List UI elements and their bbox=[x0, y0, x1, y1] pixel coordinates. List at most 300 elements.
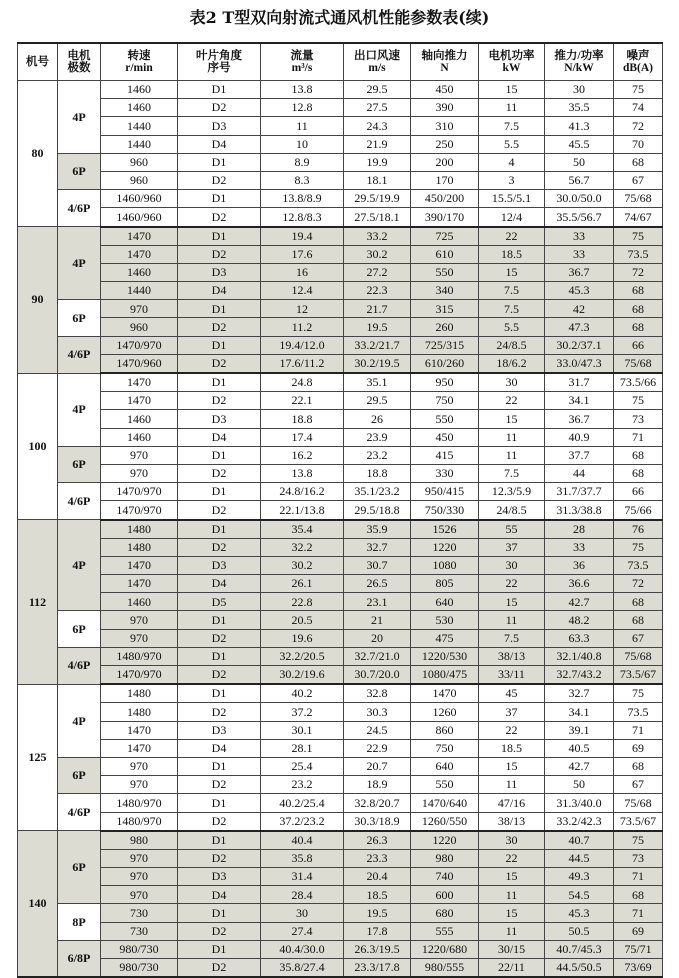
speed-cell: 1470 bbox=[101, 392, 178, 410]
table-row bbox=[18, 483, 663, 501]
flow-cell: 30.1 bbox=[261, 721, 344, 739]
noise-cell: 73.5 bbox=[614, 245, 663, 263]
header-row bbox=[18, 43, 663, 81]
speed-cell: 1480/970 bbox=[101, 794, 178, 812]
ratio-cell: 32.7/43.2 bbox=[545, 666, 614, 685]
noise-cell: 68 bbox=[614, 318, 663, 336]
ratio-cell: 32.1/40.8 bbox=[545, 647, 614, 665]
motor-poles-cell: 4/6P bbox=[58, 794, 101, 831]
velocity-cell: 22.3 bbox=[344, 282, 411, 300]
blade-angle-cell: D2 bbox=[178, 776, 261, 794]
ratio-cell: 63.3 bbox=[545, 629, 614, 647]
noise-cell: 73 bbox=[614, 410, 663, 428]
thrust-cell: 980 bbox=[411, 849, 479, 867]
blade-angle-cell: D3 bbox=[178, 263, 261, 281]
table-row bbox=[18, 392, 663, 410]
blade-angle-cell: D2 bbox=[178, 922, 261, 940]
thrust-cell: 1220/530 bbox=[411, 647, 479, 665]
motor-poles-cell: 4/6P bbox=[58, 190, 101, 227]
power-cell: 7.5 bbox=[479, 282, 545, 300]
noise-cell: 68 bbox=[614, 593, 663, 611]
blade-angle-cell: D1 bbox=[178, 831, 261, 850]
velocity-cell: 23.1 bbox=[344, 593, 411, 611]
table-row bbox=[18, 520, 663, 539]
velocity-cell: 23.9 bbox=[344, 428, 411, 446]
velocity-cell: 20.4 bbox=[344, 868, 411, 886]
ratio-cell: 31.7 bbox=[545, 373, 614, 392]
flow-cell: 23.2 bbox=[261, 776, 344, 794]
speed-cell: 1470 bbox=[101, 739, 178, 757]
flow-cell: 22.1/13.8 bbox=[261, 501, 344, 520]
ratio-cell: 54.5 bbox=[545, 886, 614, 904]
noise-cell: 68 bbox=[614, 757, 663, 775]
velocity-cell: 20 bbox=[344, 629, 411, 647]
blade-angle-cell: D1 bbox=[178, 483, 261, 501]
noise-cell: 68 bbox=[614, 153, 663, 171]
table-row bbox=[18, 171, 663, 189]
table-row bbox=[18, 739, 663, 757]
thrust-cell: 1470/640 bbox=[411, 794, 479, 812]
blade-angle-cell: D1 bbox=[178, 81, 261, 99]
table-row bbox=[18, 227, 663, 246]
thrust-cell: 450 bbox=[411, 81, 479, 99]
flow-cell: 12.8 bbox=[261, 99, 344, 117]
velocity-cell: 24.3 bbox=[344, 117, 411, 135]
thrust-cell: 750 bbox=[411, 392, 479, 410]
noise-cell: 75 bbox=[614, 831, 663, 850]
flow-cell: 16.2 bbox=[261, 446, 344, 464]
blade-angle-cell: D4 bbox=[178, 428, 261, 446]
blade-angle-cell: D2 bbox=[178, 812, 261, 831]
motor-poles-cell: 4/6P bbox=[58, 647, 101, 684]
ratio-cell: 40.5 bbox=[545, 739, 614, 757]
thrust-cell: 610/260 bbox=[411, 354, 479, 373]
flow-cell: 10 bbox=[261, 135, 344, 153]
header-noise: 噪声 dB(A) bbox=[614, 43, 663, 81]
flow-cell: 37.2 bbox=[261, 703, 344, 721]
velocity-cell: 21.9 bbox=[344, 135, 411, 153]
table-row bbox=[18, 190, 663, 208]
speed-cell: 1480/970 bbox=[101, 812, 178, 831]
noise-cell: 67 bbox=[614, 776, 663, 794]
velocity-cell: 21 bbox=[344, 611, 411, 629]
model-number-cell: 100 bbox=[18, 373, 58, 520]
flow-cell: 13.8 bbox=[261, 81, 344, 99]
flow-cell: 32.2/20.5 bbox=[261, 647, 344, 665]
ratio-cell: 30 bbox=[545, 81, 614, 99]
flow-cell: 8.9 bbox=[261, 153, 344, 171]
noise-cell: 76 bbox=[614, 520, 663, 539]
velocity-cell: 18.9 bbox=[344, 776, 411, 794]
thrust-cell: 330 bbox=[411, 464, 479, 482]
ratio-cell: 36.6 bbox=[545, 575, 614, 593]
power-cell: 15 bbox=[479, 757, 545, 775]
ratio-cell: 31.3/38.8 bbox=[545, 501, 614, 520]
motor-poles-cell: 6P bbox=[58, 300, 101, 336]
ratio-cell: 45.3 bbox=[545, 904, 614, 922]
table-row bbox=[18, 464, 663, 482]
noise-cell: 68 bbox=[614, 300, 663, 318]
noise-cell: 71 bbox=[614, 721, 663, 739]
header-motor-power: 电机功率 kW bbox=[479, 43, 545, 81]
power-cell: 24/8.5 bbox=[479, 336, 545, 354]
motor-poles-cell: 8P bbox=[58, 904, 101, 940]
ratio-cell: 34.1 bbox=[545, 703, 614, 721]
flow-cell: 13.8/8.9 bbox=[261, 190, 344, 208]
speed-cell: 1460 bbox=[101, 410, 178, 428]
thrust-cell: 250 bbox=[411, 135, 479, 153]
power-cell: 30 bbox=[479, 373, 545, 392]
noise-cell: 68 bbox=[614, 464, 663, 482]
flow-cell: 17.6/11.2 bbox=[261, 354, 344, 373]
speed-cell: 730 bbox=[101, 922, 178, 940]
power-cell: 15.5/5.1 bbox=[479, 190, 545, 208]
thrust-cell: 680 bbox=[411, 904, 479, 922]
noise-cell: 75/71 bbox=[614, 940, 663, 958]
power-cell: 30/15 bbox=[479, 940, 545, 958]
motor-poles-cell: 4P bbox=[58, 684, 101, 757]
power-cell: 4 bbox=[479, 153, 545, 171]
table-row bbox=[18, 354, 663, 373]
thrust-cell: 1526 bbox=[411, 520, 479, 539]
velocity-cell: 26.3/19.5 bbox=[344, 940, 411, 958]
velocity-cell: 26 bbox=[344, 410, 411, 428]
power-cell: 47/16 bbox=[479, 794, 545, 812]
power-cell: 30 bbox=[479, 556, 545, 574]
speed-cell: 970 bbox=[101, 446, 178, 464]
flow-cell: 35.8 bbox=[261, 849, 344, 867]
velocity-cell: 23.3 bbox=[344, 849, 411, 867]
table-row bbox=[18, 153, 663, 171]
thrust-cell: 260 bbox=[411, 318, 479, 336]
flow-cell: 35.8/27.4 bbox=[261, 959, 344, 978]
blade-angle-cell: D1 bbox=[178, 446, 261, 464]
blade-angle-cell: D1 bbox=[178, 757, 261, 775]
table-row bbox=[18, 757, 663, 775]
noise-cell: 73/69 bbox=[614, 959, 663, 978]
noise-cell: 70 bbox=[614, 135, 663, 153]
power-cell: 15 bbox=[479, 410, 545, 428]
flow-cell: 12 bbox=[261, 300, 344, 318]
ratio-cell: 42.7 bbox=[545, 757, 614, 775]
speed-cell: 970 bbox=[101, 868, 178, 886]
speed-cell: 970 bbox=[101, 629, 178, 647]
velocity-cell: 30.2/19.5 bbox=[344, 354, 411, 373]
table-row bbox=[18, 208, 663, 227]
thrust-cell: 1080/475 bbox=[411, 666, 479, 685]
motor-poles-cell: 4P bbox=[58, 520, 101, 611]
model-number-cell: 90 bbox=[18, 227, 58, 374]
velocity-cell: 35.1 bbox=[344, 373, 411, 392]
velocity-cell: 32.7/21.0 bbox=[344, 647, 411, 665]
velocity-cell: 30.7/20.0 bbox=[344, 666, 411, 685]
thrust-cell: 1220/680 bbox=[411, 940, 479, 958]
table-row bbox=[18, 135, 663, 153]
flow-cell: 16 bbox=[261, 263, 344, 281]
power-cell: 22 bbox=[479, 849, 545, 867]
power-cell: 11 bbox=[479, 922, 545, 940]
power-cell: 37 bbox=[479, 703, 545, 721]
header-thrust-per-power: 推力/功率 N/kW bbox=[545, 43, 614, 81]
blade-angle-cell: D1 bbox=[178, 190, 261, 208]
blade-angle-cell: D1 bbox=[178, 227, 261, 246]
speed-cell: 1470/970 bbox=[101, 483, 178, 501]
thrust-cell: 980/555 bbox=[411, 959, 479, 978]
table-row bbox=[18, 684, 663, 703]
thrust-cell: 550 bbox=[411, 410, 479, 428]
ratio-cell: 36.7 bbox=[545, 263, 614, 281]
speed-cell: 730 bbox=[101, 904, 178, 922]
speed-cell: 1460/960 bbox=[101, 190, 178, 208]
noise-cell: 71 bbox=[614, 904, 663, 922]
flow-cell: 24.8/16.2 bbox=[261, 483, 344, 501]
flow-cell: 13.8 bbox=[261, 464, 344, 482]
power-cell: 15 bbox=[479, 904, 545, 922]
ratio-cell: 41.3 bbox=[545, 117, 614, 135]
table-row bbox=[18, 721, 663, 739]
blade-angle-cell: D3 bbox=[178, 410, 261, 428]
power-cell: 12/4 bbox=[479, 208, 545, 227]
thrust-cell: 750/330 bbox=[411, 501, 479, 520]
table-row bbox=[18, 300, 663, 318]
blade-angle-cell: D1 bbox=[178, 794, 261, 812]
power-cell: 15 bbox=[479, 81, 545, 99]
flow-cell: 31.4 bbox=[261, 868, 344, 886]
blade-angle-cell: D2 bbox=[178, 501, 261, 520]
thrust-cell: 950 bbox=[411, 373, 479, 392]
blade-angle-cell: D1 bbox=[178, 904, 261, 922]
flow-cell: 35.4 bbox=[261, 520, 344, 539]
blade-angle-cell: D3 bbox=[178, 556, 261, 574]
power-cell: 22 bbox=[479, 392, 545, 410]
thrust-cell: 1470 bbox=[411, 684, 479, 703]
blade-angle-cell: D2 bbox=[178, 245, 261, 263]
thrust-cell: 170 bbox=[411, 171, 479, 189]
speed-cell: 1440 bbox=[101, 135, 178, 153]
ratio-cell: 44.5 bbox=[545, 849, 614, 867]
ratio-cell: 56.7 bbox=[545, 171, 614, 189]
ratio-cell: 48.2 bbox=[545, 611, 614, 629]
power-cell: 3 bbox=[479, 171, 545, 189]
power-cell: 7.5 bbox=[479, 117, 545, 135]
speed-cell: 980/730 bbox=[101, 940, 178, 958]
speed-cell: 1470 bbox=[101, 721, 178, 739]
ratio-cell: 33.0/47.3 bbox=[545, 354, 614, 373]
noise-cell: 75 bbox=[614, 81, 663, 99]
noise-cell: 68 bbox=[614, 611, 663, 629]
noise-cell: 68 bbox=[614, 282, 663, 300]
thrust-cell: 600 bbox=[411, 886, 479, 904]
speed-cell: 1460/960 bbox=[101, 208, 178, 227]
flow-cell: 40.4 bbox=[261, 831, 344, 850]
table-row bbox=[18, 373, 663, 392]
velocity-cell: 30.7 bbox=[344, 556, 411, 574]
velocity-cell: 27.5/18.1 bbox=[344, 208, 411, 227]
velocity-cell: 32.7 bbox=[344, 538, 411, 556]
ratio-cell: 45.3 bbox=[545, 282, 614, 300]
speed-cell: 1460 bbox=[101, 593, 178, 611]
speed-cell: 1470/970 bbox=[101, 336, 178, 354]
blade-angle-cell: D1 bbox=[178, 153, 261, 171]
noise-cell: 68 bbox=[614, 886, 663, 904]
power-cell: 11 bbox=[479, 886, 545, 904]
noise-cell: 71 bbox=[614, 428, 663, 446]
noise-cell: 73.5/67 bbox=[614, 812, 663, 831]
noise-cell: 74/67 bbox=[614, 208, 663, 227]
blade-angle-cell: D2 bbox=[178, 464, 261, 482]
velocity-cell: 35.1/23.2 bbox=[344, 483, 411, 501]
thrust-cell: 725/315 bbox=[411, 336, 479, 354]
speed-cell: 970 bbox=[101, 776, 178, 794]
blade-angle-cell: D4 bbox=[178, 739, 261, 757]
motor-poles-cell: 6/8P bbox=[58, 940, 101, 977]
power-cell: 7.5 bbox=[479, 629, 545, 647]
speed-cell: 1480 bbox=[101, 703, 178, 721]
ratio-cell: 34.1 bbox=[545, 392, 614, 410]
thrust-cell: 550 bbox=[411, 776, 479, 794]
velocity-cell: 32.8 bbox=[344, 684, 411, 703]
power-cell: 11 bbox=[479, 611, 545, 629]
blade-angle-cell: D1 bbox=[178, 611, 261, 629]
table-row bbox=[18, 904, 663, 922]
header-flow: 流量 m³/s bbox=[261, 43, 344, 81]
header-blade-angle: 叶片角度 序号 bbox=[178, 43, 261, 81]
power-cell: 11 bbox=[479, 99, 545, 117]
blade-angle-cell: D3 bbox=[178, 117, 261, 135]
noise-cell: 69 bbox=[614, 922, 663, 940]
table-row bbox=[18, 428, 663, 446]
speed-cell: 1480/970 bbox=[101, 647, 178, 665]
flow-cell: 40.2/25.4 bbox=[261, 794, 344, 812]
flow-cell: 25.4 bbox=[261, 757, 344, 775]
speed-cell: 960 bbox=[101, 153, 178, 171]
flow-cell: 11.2 bbox=[261, 318, 344, 336]
flow-cell: 27.4 bbox=[261, 922, 344, 940]
speed-cell: 970 bbox=[101, 464, 178, 482]
table-row bbox=[18, 959, 663, 978]
noise-cell: 73.5 bbox=[614, 703, 663, 721]
motor-poles-cell: 4P bbox=[58, 81, 101, 154]
ratio-cell: 33 bbox=[545, 227, 614, 246]
ratio-cell: 32.7 bbox=[545, 684, 614, 703]
speed-cell: 1460 bbox=[101, 81, 178, 99]
noise-cell: 66 bbox=[614, 483, 663, 501]
velocity-cell: 24.5 bbox=[344, 721, 411, 739]
power-cell: 5.5 bbox=[479, 135, 545, 153]
velocity-cell: 18.1 bbox=[344, 171, 411, 189]
table-row bbox=[18, 849, 663, 867]
motor-poles-cell: 6P bbox=[58, 446, 101, 482]
ratio-cell: 44.5/50.5 bbox=[545, 959, 614, 978]
noise-cell: 73.5 bbox=[614, 556, 663, 574]
velocity-cell: 29.5/19.9 bbox=[344, 190, 411, 208]
velocity-cell: 27.5 bbox=[344, 99, 411, 117]
power-cell: 11 bbox=[479, 776, 545, 794]
noise-cell: 72 bbox=[614, 263, 663, 281]
speed-cell: 970 bbox=[101, 300, 178, 318]
velocity-cell: 19.9 bbox=[344, 153, 411, 171]
motor-poles-cell: 6P bbox=[58, 831, 101, 904]
thrust-cell: 805 bbox=[411, 575, 479, 593]
table-row bbox=[18, 940, 663, 958]
blade-angle-cell: D2 bbox=[178, 849, 261, 867]
blade-angle-cell: D2 bbox=[178, 318, 261, 336]
speed-cell: 1470 bbox=[101, 227, 178, 246]
blade-angle-cell: D1 bbox=[178, 684, 261, 703]
ratio-cell: 33 bbox=[545, 538, 614, 556]
noise-cell: 75/68 bbox=[614, 794, 663, 812]
noise-cell: 75/68 bbox=[614, 354, 663, 373]
power-cell: 18.5 bbox=[479, 739, 545, 757]
power-cell: 22 bbox=[479, 227, 545, 246]
flow-cell: 20.5 bbox=[261, 611, 344, 629]
velocity-cell: 30.3 bbox=[344, 703, 411, 721]
power-cell: 15 bbox=[479, 263, 545, 281]
flow-cell: 22.1 bbox=[261, 392, 344, 410]
thrust-cell: 640 bbox=[411, 593, 479, 611]
velocity-cell: 20.7 bbox=[344, 757, 411, 775]
speed-cell: 980 bbox=[101, 831, 178, 850]
ratio-cell: 45.5 bbox=[545, 135, 614, 153]
blade-angle-cell: D2 bbox=[178, 666, 261, 685]
velocity-cell: 17.8 bbox=[344, 922, 411, 940]
thrust-cell: 1220 bbox=[411, 538, 479, 556]
table-row bbox=[18, 263, 663, 281]
velocity-cell: 26.3 bbox=[344, 831, 411, 850]
noise-cell: 75/68 bbox=[614, 190, 663, 208]
noise-cell: 75 bbox=[614, 538, 663, 556]
flow-cell: 24.8 bbox=[261, 373, 344, 392]
motor-poles-cell: 6P bbox=[58, 757, 101, 793]
table-row bbox=[18, 922, 663, 940]
thrust-cell: 390 bbox=[411, 99, 479, 117]
header-speed: 转速 r/min bbox=[101, 43, 178, 81]
noise-cell: 73 bbox=[614, 849, 663, 867]
flow-cell: 11 bbox=[261, 117, 344, 135]
velocity-cell: 18.5 bbox=[344, 886, 411, 904]
flow-cell: 22.8 bbox=[261, 593, 344, 611]
noise-cell: 69 bbox=[614, 739, 663, 757]
noise-cell: 75 bbox=[614, 392, 663, 410]
table-row bbox=[18, 831, 663, 850]
ratio-cell: 35.5 bbox=[545, 99, 614, 117]
table-row bbox=[18, 501, 663, 520]
speed-cell: 1480 bbox=[101, 538, 178, 556]
blade-angle-cell: D2 bbox=[178, 959, 261, 978]
power-cell: 11 bbox=[479, 428, 545, 446]
speed-cell: 1460 bbox=[101, 99, 178, 117]
velocity-cell: 19.5 bbox=[344, 904, 411, 922]
motor-poles-cell: 4P bbox=[58, 227, 101, 300]
ratio-cell: 30.2/37.1 bbox=[545, 336, 614, 354]
table-row bbox=[18, 666, 663, 685]
motor-poles-cell: 6P bbox=[58, 153, 101, 189]
noise-cell: 75/68 bbox=[614, 647, 663, 665]
flow-cell: 18.8 bbox=[261, 410, 344, 428]
ratio-cell: 50.5 bbox=[545, 922, 614, 940]
velocity-cell: 30.2 bbox=[344, 245, 411, 263]
table-row bbox=[18, 318, 663, 336]
ratio-cell: 40.9 bbox=[545, 428, 614, 446]
table-row bbox=[18, 629, 663, 647]
blade-angle-cell: D1 bbox=[178, 940, 261, 958]
table-row bbox=[18, 794, 663, 812]
speed-cell: 1470 bbox=[101, 575, 178, 593]
flow-cell: 40.2 bbox=[261, 684, 344, 703]
power-cell: 7.5 bbox=[479, 300, 545, 318]
motor-poles-cell: 4/6P bbox=[58, 336, 101, 373]
ratio-cell: 30.0/50.0 bbox=[545, 190, 614, 208]
